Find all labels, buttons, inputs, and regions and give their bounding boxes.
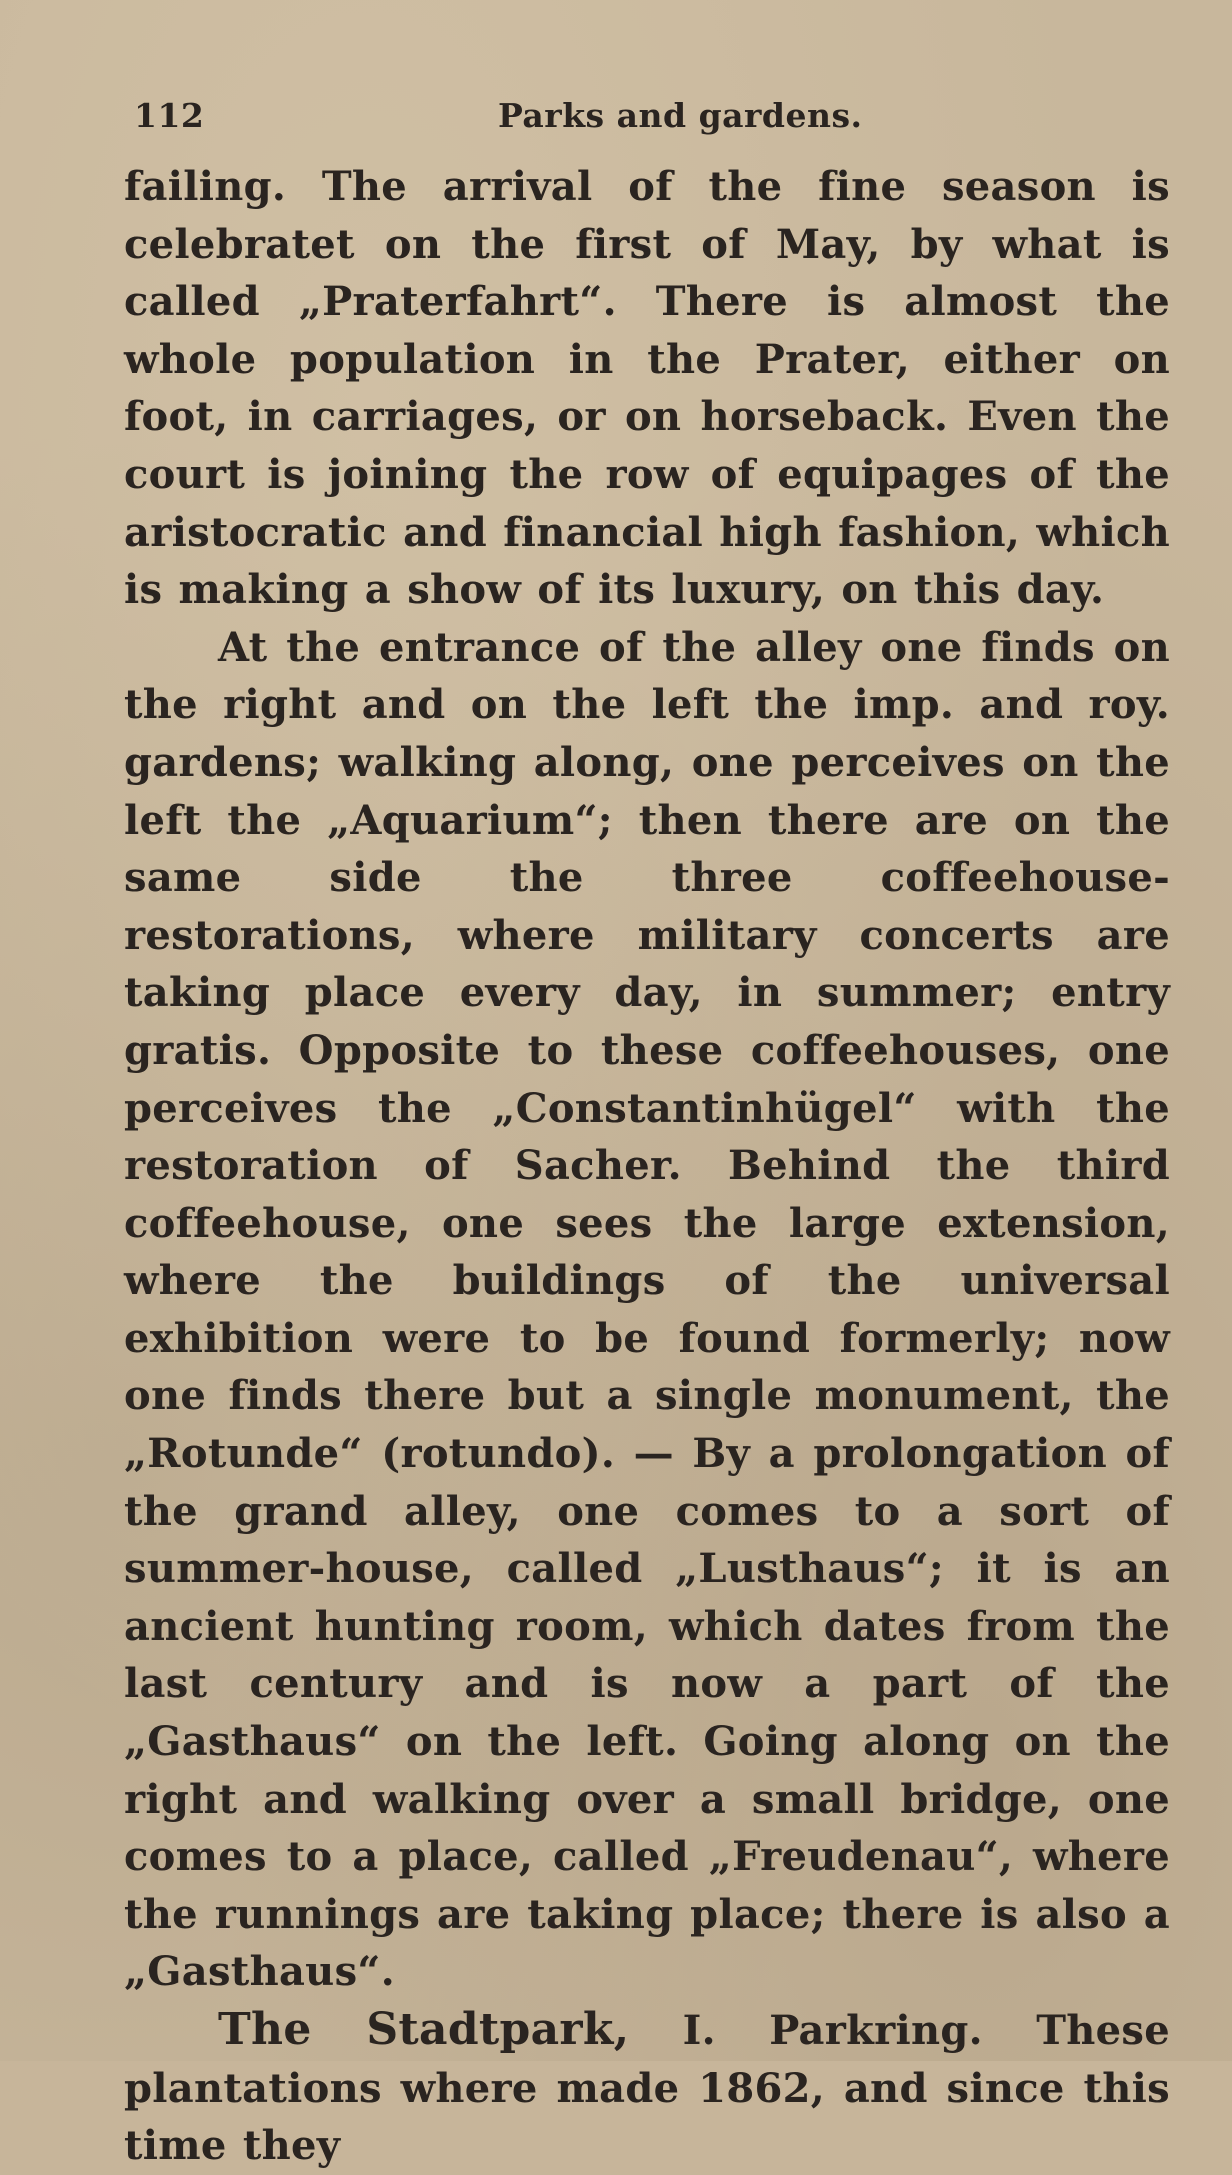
paragraph-text: I. Parkring. These plantations where made 1862, and since this time they bbox=[124, 2007, 1170, 2170]
paragraph bbox=[124, 2001, 1170, 2175]
body-text bbox=[124, 158, 1170, 2175]
running-head: Parks and gardens. bbox=[498, 96, 863, 135]
page-number: 112 bbox=[134, 96, 205, 135]
section-lead: The Stadtpark, bbox=[218, 2004, 630, 2055]
paragraph: At the entrance of the alley one finds on the right and on the left the imp. and roy. gardens; walking along, one perceives on the left the „Aquarium“; then there are on the same side the three coffeehouse-restorations, where military concerts are taking place every day, in summer; entry gratis. Opposite to these coffeehouses, one perceives the „Constantinhügel“ with the restoration of Sacher. Behind the third coffeehouse, one sees the large extension, where the buildings of the universal exhibition were to be found formerly; now one finds there but a single monument, the „Rotunde“ (rotundo). — By a prolongation of the grand alley, one comes to a sort of summer-house, called „Lusthaus“; it is an ancient hunting room, which dates from the last century and is now a part of the „Gasthaus“ on the left. Going along on the right and walking over a small bridge, one comes to a place, called „Freudenau“, where the runnings are taking place; there is also a „Gasthaus“. bbox=[124, 623, 1170, 1996]
paragraph: failing. The arrival of the fine season is celebratet on the first of May, by what is called „Praterfahrt“. There is almost the whole population in the Prater, either on foot, in carriages, or on horseback. Even the court is joining the row of equipages of the aristocratic and financial high fashion, which is making a show of its luxury, on this day. bbox=[124, 163, 1170, 614]
page-header bbox=[134, 96, 1134, 140]
